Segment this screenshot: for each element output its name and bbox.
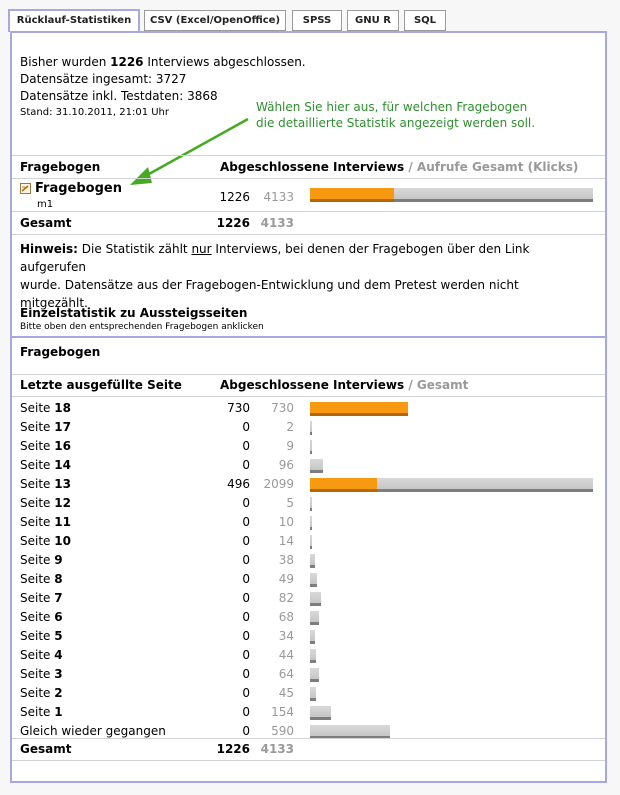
page-row-label: Seite 3 <box>20 667 63 681</box>
section-divider <box>12 336 605 338</box>
section-subtitle: Bitte oben den entsprechenden Fragebogen anklicken <box>20 322 264 332</box>
page-row-total: 2099 <box>263 477 294 491</box>
page-row-label: Seite 16 <box>20 439 71 453</box>
page-row-total: 82 <box>278 591 294 605</box>
page-row-total: 34 <box>278 629 294 643</box>
page-row-bar <box>310 592 321 606</box>
page-row-total: 49 <box>278 572 294 586</box>
page-row-done: 0 <box>242 686 250 700</box>
divider <box>12 234 605 235</box>
page-row-label: Seite 5 <box>20 629 63 643</box>
page-row-label: Seite 12 <box>20 496 71 510</box>
page-row-done: 0 <box>242 629 250 643</box>
page-row-bar <box>310 402 408 416</box>
page-row-label: Seite 10 <box>20 534 71 548</box>
page-row-done: 0 <box>242 496 250 510</box>
col-header-last-page: Letzte ausgefüllte Seite <box>20 378 182 392</box>
questionnaire-progress-bar <box>310 188 593 202</box>
page-row-total: 154 <box>271 705 294 719</box>
page-row-total: 45 <box>278 686 294 700</box>
page-row-label: Gleich wieder gegangen <box>20 724 166 738</box>
questionnaire-icon <box>20 183 31 194</box>
page-row-bar <box>310 573 317 587</box>
page-row-done: 0 <box>242 648 250 662</box>
timestamp: Stand: 31.10.2011, 21:01 Uhr <box>20 107 170 118</box>
page-row-bar <box>310 497 312 511</box>
page-row-total: 730 <box>271 401 294 415</box>
page-row-label: Seite 9 <box>20 553 63 567</box>
tab-csv[interactable]: CSV (Excel/OpenOffice) <box>144 10 286 31</box>
hint-note: Wählen Sie hier aus, für welchen Fragebogen die detaillierte Statistik angezeigt werden soll. <box>256 100 536 130</box>
divider <box>12 760 605 761</box>
page-row-bar <box>310 706 331 720</box>
page-row-bar <box>310 554 315 568</box>
page-row-bar <box>310 440 312 454</box>
page-row-total: 44 <box>278 648 294 662</box>
divider <box>12 178 605 179</box>
page-row-label: Seite 2 <box>20 686 63 700</box>
page-row-done: 0 <box>242 705 250 719</box>
records-with-test-line: Datensätze inkl. Testdaten: 3868 <box>20 89 218 103</box>
page-row-total: 96 <box>278 458 294 472</box>
page-row-bar <box>310 668 319 682</box>
tab-spss[interactable]: SPSS <box>292 10 342 31</box>
divider <box>12 396 605 397</box>
pages-total-done: 1226 <box>216 742 250 756</box>
page-row-done: 0 <box>242 458 250 472</box>
page-row-done: 0 <box>242 591 250 605</box>
col-header-interviews: Abgeschlossene Interviews / Aufrufe Gesamt (Klicks) <box>220 160 579 174</box>
page-row-total: 9 <box>286 439 294 453</box>
page-row-label: Seite 11 <box>20 515 71 529</box>
tab-sql[interactable]: SQL <box>404 10 446 31</box>
page-row-total: 64 <box>278 667 294 681</box>
col-header-page-interviews: Abgeschlossene Interviews / Gesamt <box>220 378 469 392</box>
col-header-fragebogen: Fragebogen <box>20 160 101 174</box>
page-row-bar <box>310 478 593 492</box>
divider <box>12 211 605 212</box>
page-row-done: 0 <box>242 534 250 548</box>
page-row-label: Seite 4 <box>20 648 63 662</box>
page-row-done: 0 <box>242 439 250 453</box>
page-row-total: 2 <box>286 420 294 434</box>
page-row-total: 68 <box>278 610 294 624</box>
page-row-bar <box>310 421 312 435</box>
divider <box>12 155 605 156</box>
page-row-total: 10 <box>278 515 294 529</box>
questionnaire-total-done: 1226 <box>216 216 250 230</box>
completed-interviews-line: Bisher wurden 1226 Interviews abgeschlossen. <box>20 55 306 69</box>
page-row-label: Seite 6 <box>20 610 63 624</box>
section-fragebogen-label: Fragebogen <box>20 345 101 359</box>
page-row-done: 496 <box>227 477 250 491</box>
pages-total-total: 4133 <box>260 742 294 756</box>
questionnaire-id: m1 <box>37 199 54 210</box>
tab-ruecklauf-statistiken[interactable]: Rücklauf-Statistiken <box>8 9 140 32</box>
page-row-done: 0 <box>242 667 250 681</box>
page-row-bar <box>310 649 316 663</box>
divider <box>12 374 605 375</box>
col-header-page-total: Gesamt <box>416 378 469 392</box>
section-title: Einzelstatistik zu Aussteigsseiten <box>20 306 248 320</box>
page-row-bar <box>310 535 312 549</box>
col-header-total-clicks: Aufrufe Gesamt (Klicks) <box>416 160 579 174</box>
page-row-label: Seite 1 <box>20 705 63 719</box>
page-row-bar <box>310 611 319 625</box>
pages-total-label: Gesamt <box>20 742 72 756</box>
statistics-panel <box>10 31 607 783</box>
divider <box>12 738 605 739</box>
page-row-bar <box>310 725 390 739</box>
completed-count: 1226 <box>110 55 144 69</box>
arrow-icon <box>122 113 262 193</box>
total-records-line: Datensätze ingesamt: 3727 <box>20 72 187 86</box>
questionnaire-progress-fill <box>310 188 394 202</box>
questionnaire-total-label: Gesamt <box>20 216 72 230</box>
page-row-total: 590 <box>271 724 294 738</box>
page-row-bar <box>310 630 315 644</box>
page-row-bar-fill <box>310 478 377 492</box>
page-row-total: 5 <box>286 496 294 510</box>
questionnaire-total-total: 4133 <box>260 216 294 230</box>
page-row-done: 730 <box>227 401 250 415</box>
questionnaire-link[interactable]: Fragebogen <box>35 181 122 196</box>
page-row-label: Seite 17 <box>20 420 71 434</box>
tab-gnu-r[interactable]: GNU R <box>347 10 399 31</box>
notice-text: Hinweis: Die Statistik zählt nur Interviews, bei denen der Fragebogen über den Link aufgerufen wurde. Datensätze aus der Fragebogen-Entwicklung und dem Pretest werden nicht mitgezählt. <box>20 242 530 310</box>
questionnaire-done: 1226 <box>219 190 250 204</box>
page-row-bar <box>310 459 323 473</box>
page-row-bar <box>310 687 316 701</box>
questionnaire-total: 4133 <box>263 190 294 204</box>
page-row-label: Seite 13 <box>20 477 71 491</box>
page-row-label: Seite 14 <box>20 458 71 472</box>
page-row-label: Seite 7 <box>20 591 63 605</box>
page-row-bar <box>310 516 312 530</box>
page-row-done: 0 <box>242 572 250 586</box>
page-row-done: 0 <box>242 553 250 567</box>
page-row-done: 0 <box>242 515 250 529</box>
page-row-done: 0 <box>242 420 250 434</box>
page-row-total: 14 <box>278 534 294 548</box>
page-row-done: 0 <box>242 724 250 738</box>
page-row-label: Seite 8 <box>20 572 63 586</box>
page-row-done: 0 <box>242 610 250 624</box>
page-row-label: Seite 18 <box>20 401 71 415</box>
page-row-bar-fill <box>310 402 408 416</box>
page-row-total: 38 <box>278 553 294 567</box>
